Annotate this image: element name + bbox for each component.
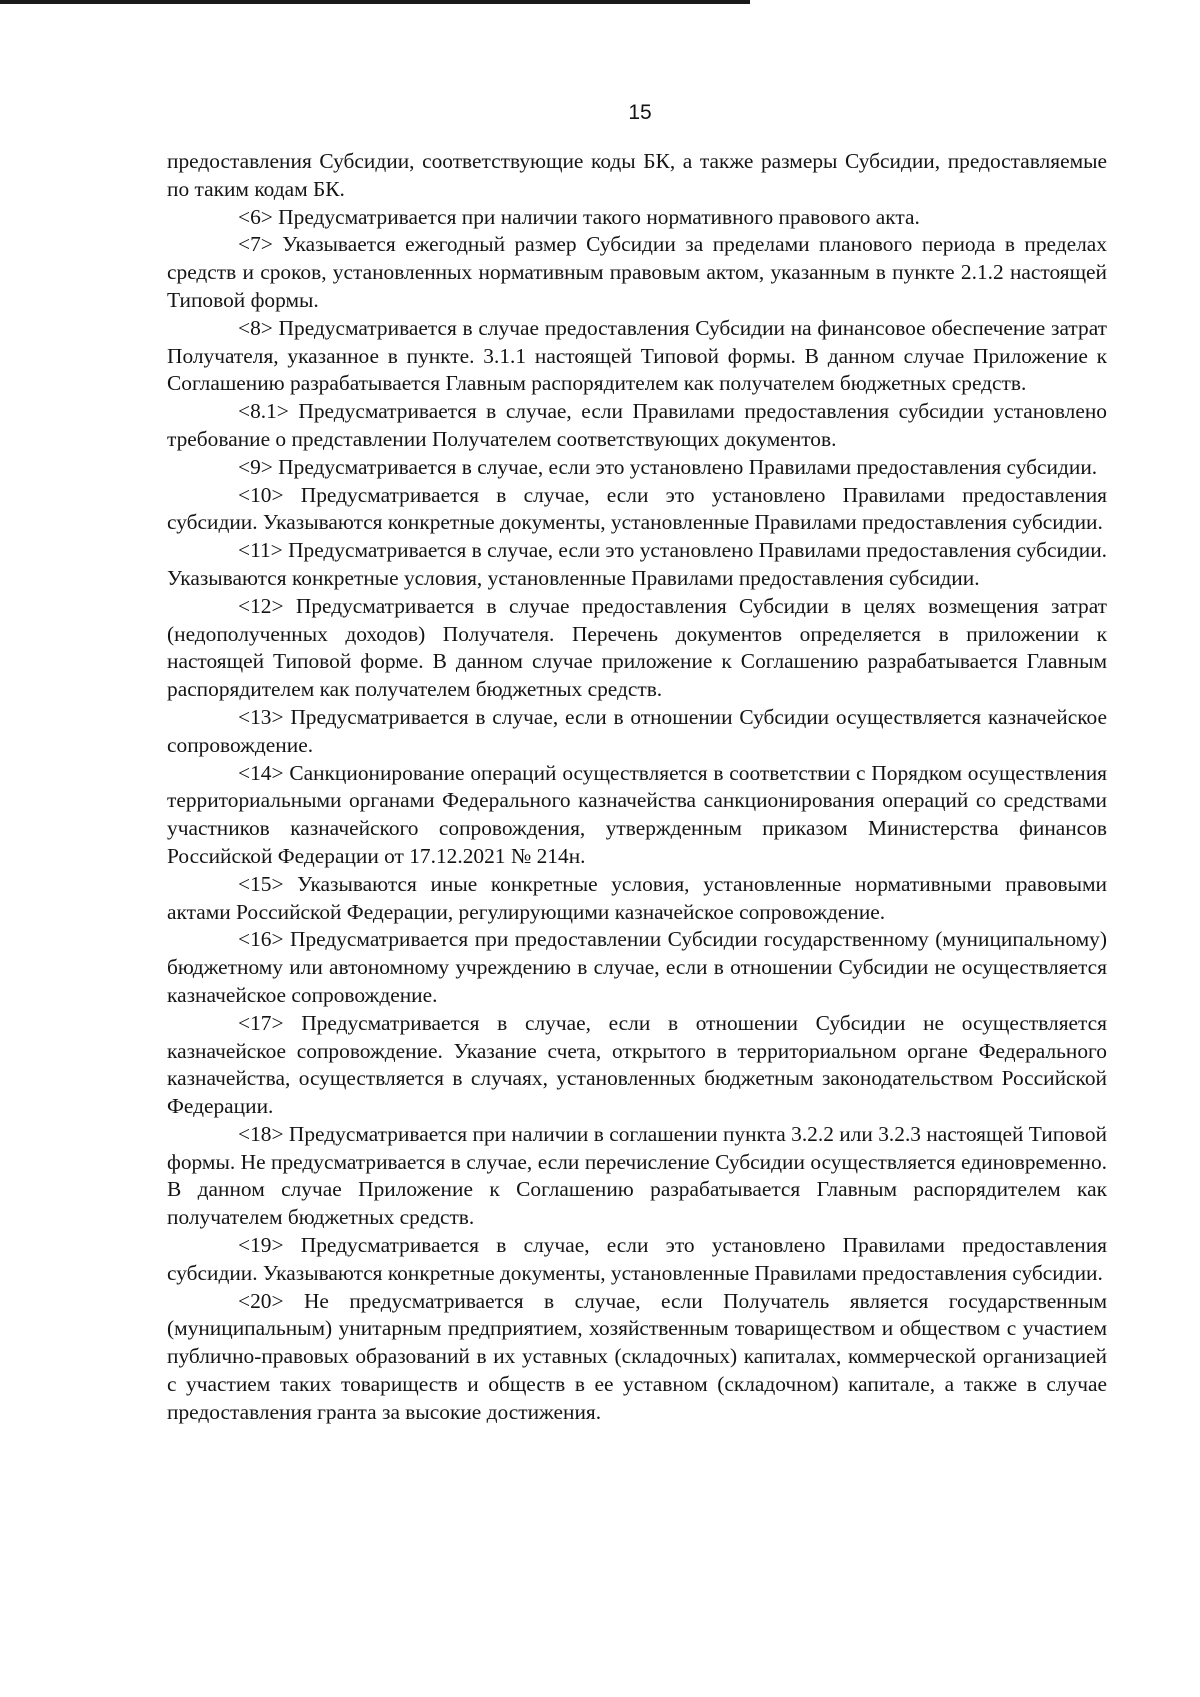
- footnote-8-1: <8.1> Предусматривается в случае, если Правилами предоставления субсидии установлено требование о представлении Получателем соответствующих документов.: [167, 399, 1107, 451]
- continued-paragraph: предоставления Субсидии, соответствующие коды БК, а также размеры Субсидии, предоставляемые по таким кодам БК.: [167, 149, 1107, 201]
- footnote-19: <19> Предусматривается в случае, если это установлено Правилами предоставления субсидии. Указываются конкретные документы, установленные Правилами предоставления субсидии.: [167, 1233, 1107, 1285]
- footnote-9: <9> Предусматривается в случае, если это установлено Правилами предоставления субсидии.: [238, 454, 1098, 479]
- scan-edge-bar: [0, 0, 750, 4]
- footnote-16: <16> Предусматривается при предоставлении Субсидии государственному (муниципальному) бюджетному или автономному учреждению в случае, если в отношении Субсидии не осуществляется казначейское сопровождение.: [167, 927, 1107, 1007]
- footnote-6: <6> Предусматривается при наличии такого нормативного правового акта.: [238, 204, 920, 229]
- footnote-7: <7> Указывается ежегодный размер Субсидии за пределами планового периода в пределах средств и сроков, установленных нормативным правовым актом, указанным в пункте 2.1.2 настоящей Типовой формы.: [167, 232, 1107, 312]
- footnote-15: <15> Указываются иные конкретные условия, установленные нормативными правовыми актами Российской Федерации, регулирующими казначейское сопровождение.: [167, 871, 1107, 924]
- footnote-17: <17> Предусматривается в случае, если в отношении Субсидии не осуществляется казначейское сопровождение. Указание счета, открытого в территориальном органе Федерального казначейства, осуществляется в случаях, установленных бюджетным законодательством Российской Федерации.: [167, 1010, 1107, 1119]
- page-number: 15: [628, 101, 652, 124]
- footnote-11: <11> Предусматривается в случае, если это установлено Правилами предоставления субсидии. Указываются конкретные условия, установленные Правилами предоставления субсидии.: [167, 538, 1108, 590]
- footnote-14: <14> Санкционирование операций осуществляется в соответствии с Порядком осуществления территориальными органами Федерального казначейства санкционирования операций со средствами участников казначейского сопровождения, утвержденным приказом Министерства финансов Российской Федерации от 17.12.2021 № 214н.: [167, 760, 1107, 868]
- footnote-10: <10> Предусматривается в случае, если это установлено Правилами предоставления субсидии. Указываются конкретные документы, установленные Правилами предоставления субсидии.: [167, 482, 1107, 535]
- footnote-12: <12> Предусматривается в случае предоставления Субсидии в целях возмещения затрат (недополученных доходов) Получателя. Перечень документов определяется в приложении к настоящей Типовой форме. В данном случае приложение к Соглашению разрабатывается Главным распорядителем как получателем бюджетных средств.: [167, 593, 1107, 702]
- footnote-8: <8> Предусматривается в случае предоставления Субсидии на финансовое обеспечение затрат Получателя, указанное в пункте. 3.1.1 настоящей Типовой формы. В данном случае Приложение к Соглашению разрабатывается Главным распорядителем как получателем бюджетных средств.: [167, 315, 1107, 396]
- footnote-13: <13> Предусматривается в случае, если в отношении Субсидии осуществляется казначейское сопровождение.: [167, 704, 1107, 757]
- footnotes-body: [167, 148, 1107, 1427]
- footnote-18: <18> Предусматривается при наличии в соглашении пункта 3.2.2 или 3.2.3 настоящей Типовой формы. Не предусматривается в случае, если перечисление Субсидии осуществляется единовременно. В данном случае Приложение к Соглашению разрабатывается Главным распорядителем как получателем бюджетных средств.: [167, 1121, 1107, 1230]
- footnote-20: <20> Не предусматривается в случае, если Получатель является государственным (муниципальным) унитарным предприятием, хозяйственным товариществом и обществом с участием публично-правовых образований в их уставных (складочных) капиталах, коммерческой организацией с участием таких товариществ и обществ в ее уставном (складочном) капитале, а также в случае предоставления гранта за высокие достижения.: [167, 1288, 1107, 1424]
